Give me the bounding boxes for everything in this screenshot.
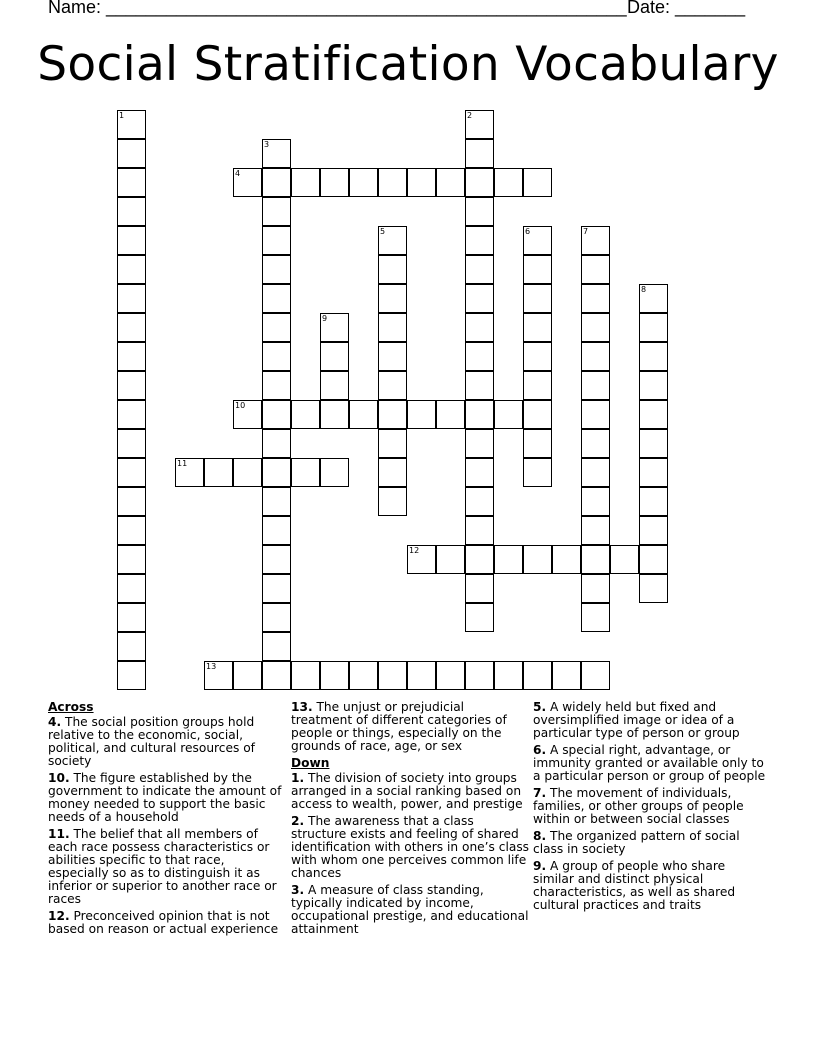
grid-cell[interactable] bbox=[320, 313, 349, 342]
clue-across-12 bbox=[48, 910, 284, 936]
grid-cell[interactable] bbox=[117, 574, 146, 603]
clue-text: A widely held but fixed and oversimplified image or idea of a particular type of person or group bbox=[533, 700, 740, 740]
grid-cell[interactable] bbox=[349, 400, 378, 429]
grid-cell[interactable] bbox=[581, 342, 610, 371]
grid-cell[interactable] bbox=[581, 574, 610, 603]
grid-cell[interactable] bbox=[523, 545, 552, 574]
grid-cell[interactable] bbox=[639, 371, 668, 400]
clue-number: 13. bbox=[291, 700, 313, 714]
grid-cell[interactable] bbox=[117, 632, 146, 661]
clue-number-label: 12 bbox=[409, 546, 420, 555]
grid-cell[interactable] bbox=[262, 139, 291, 168]
clue-number-label: 6 bbox=[525, 227, 531, 236]
name-line: Name: ____________________________________________________ bbox=[48, 0, 627, 17]
grid-cell[interactable] bbox=[262, 603, 291, 632]
grid-cell[interactable] bbox=[378, 284, 407, 313]
grid-cell[interactable] bbox=[117, 110, 146, 139]
clues-column-3 bbox=[533, 701, 769, 916]
grid-cell[interactable] bbox=[262, 429, 291, 458]
grid-cell[interactable] bbox=[523, 429, 552, 458]
grid-cell[interactable] bbox=[407, 168, 436, 197]
grid-cell[interactable] bbox=[523, 313, 552, 342]
grid-cell[interactable] bbox=[523, 342, 552, 371]
grid-cell[interactable] bbox=[494, 661, 523, 690]
clue-across-13 bbox=[291, 701, 529, 753]
grid-cell[interactable] bbox=[378, 168, 407, 197]
grid-cell[interactable] bbox=[639, 487, 668, 516]
clue-number: 9. bbox=[533, 859, 547, 873]
grid-cell[interactable] bbox=[117, 255, 146, 284]
grid-cell[interactable] bbox=[291, 400, 320, 429]
grid-cell[interactable] bbox=[581, 516, 610, 545]
grid-cell[interactable] bbox=[291, 168, 320, 197]
grid-cell[interactable] bbox=[581, 400, 610, 429]
grid-cell[interactable] bbox=[117, 284, 146, 313]
grid-cell[interactable] bbox=[639, 429, 668, 458]
grid-cell[interactable] bbox=[436, 545, 465, 574]
grid-cell[interactable] bbox=[465, 487, 494, 516]
grid-cell[interactable] bbox=[581, 487, 610, 516]
grid-cell[interactable] bbox=[233, 458, 262, 487]
down-heading: Down bbox=[291, 756, 330, 770]
grid-cell[interactable] bbox=[465, 168, 494, 197]
grid-cell[interactable] bbox=[378, 487, 407, 516]
grid-cell[interactable] bbox=[465, 516, 494, 545]
grid-cell[interactable] bbox=[639, 545, 668, 574]
grid-cell[interactable] bbox=[262, 632, 291, 661]
grid-cell[interactable] bbox=[262, 197, 291, 226]
grid-cell[interactable] bbox=[523, 226, 552, 255]
grid-cell[interactable] bbox=[320, 168, 349, 197]
clue-text: The figure established by the government to indicate the amount of money needed to support the basic needs of a household bbox=[48, 771, 282, 824]
grid-cell[interactable] bbox=[581, 458, 610, 487]
grid-cell[interactable] bbox=[117, 371, 146, 400]
grid-cell[interactable] bbox=[175, 458, 204, 487]
clue-text: The division of society into groups arranged in a social ranking based on access to wealth, power, and prestige bbox=[291, 771, 523, 811]
grid-cell[interactable] bbox=[523, 661, 552, 690]
clue-down-2 bbox=[291, 815, 529, 880]
grid-cell[interactable] bbox=[581, 255, 610, 284]
grid-cell[interactable] bbox=[262, 545, 291, 574]
grid-cell[interactable] bbox=[465, 255, 494, 284]
grid-cell[interactable] bbox=[320, 661, 349, 690]
grid-cell[interactable] bbox=[523, 458, 552, 487]
grid-cell[interactable] bbox=[349, 661, 378, 690]
clue-number: 2. bbox=[291, 814, 305, 828]
across-heading: Across bbox=[48, 700, 94, 714]
grid-cell[interactable] bbox=[378, 458, 407, 487]
grid-cell[interactable] bbox=[117, 661, 146, 690]
clue-text: The awareness that a class structure exists and feeling of shared identification with others in one’s class with whom one perceives common life chances bbox=[291, 814, 530, 880]
grid-cell[interactable] bbox=[349, 168, 378, 197]
grid-cell[interactable] bbox=[117, 429, 146, 458]
clue-number: 11. bbox=[48, 827, 70, 841]
clues-column-1 bbox=[48, 701, 284, 940]
clue-across-11 bbox=[48, 828, 284, 906]
grid-cell[interactable] bbox=[581, 545, 610, 574]
grid-cell[interactable] bbox=[262, 487, 291, 516]
clue-text: The organized pattern of social class in society bbox=[533, 829, 740, 856]
clue-across-10 bbox=[48, 772, 284, 824]
grid-cell[interactable] bbox=[262, 168, 291, 197]
grid-cell[interactable] bbox=[378, 226, 407, 255]
clue-text: The belief that all members of each race possess characteristics or abilities specific to that race, especially so as to distinguish it as inferior or superior to another race or races bbox=[48, 827, 277, 906]
clue-number-label: 1 bbox=[119, 111, 125, 120]
clue-number-label: 7 bbox=[583, 227, 589, 236]
grid-cell[interactable] bbox=[378, 429, 407, 458]
grid-cell[interactable] bbox=[117, 197, 146, 226]
grid-cell[interactable] bbox=[407, 661, 436, 690]
grid-cell[interactable] bbox=[581, 371, 610, 400]
clue-number-label: 5 bbox=[380, 227, 386, 236]
grid-cell[interactable] bbox=[378, 371, 407, 400]
grid-cell[interactable] bbox=[465, 661, 494, 690]
grid-cell[interactable] bbox=[581, 661, 610, 690]
clue-number: 8. bbox=[533, 829, 547, 843]
clue-text: Preconceived opinion that is not based on reason or actual experience bbox=[48, 909, 279, 936]
clue-text: A measure of class standing, typically indicated by income, occupational prestige, and educational attainment bbox=[291, 883, 529, 936]
clue-text: The unjust or prejudicial treatment of different categories of people or things, especially on the grounds of race, age, or sex bbox=[291, 700, 507, 753]
grid-cell[interactable] bbox=[117, 458, 146, 487]
grid-cell[interactable] bbox=[262, 458, 291, 487]
grid-cell[interactable] bbox=[494, 545, 523, 574]
grid-cell[interactable] bbox=[581, 603, 610, 632]
grid-cell[interactable] bbox=[436, 400, 465, 429]
grid-cell[interactable] bbox=[465, 429, 494, 458]
clue-number: 10. bbox=[48, 771, 70, 785]
clue-down-5 bbox=[533, 701, 769, 740]
grid-cell[interactable] bbox=[523, 255, 552, 284]
grid-cell[interactable] bbox=[465, 284, 494, 313]
grid-cell[interactable] bbox=[262, 342, 291, 371]
clue-text: A special right, advantage, or immunity granted or available only to a particular person or group of people bbox=[533, 743, 766, 783]
grid-cell[interactable] bbox=[639, 400, 668, 429]
grid-cell[interactable] bbox=[465, 603, 494, 632]
grid-cell[interactable] bbox=[523, 284, 552, 313]
grid-cell[interactable] bbox=[465, 400, 494, 429]
grid-cell[interactable] bbox=[117, 168, 146, 197]
clue-number-label: 11 bbox=[177, 459, 188, 468]
grid-cell[interactable] bbox=[465, 371, 494, 400]
grid-cell[interactable] bbox=[378, 400, 407, 429]
grid-cell[interactable] bbox=[436, 661, 465, 690]
grid-cell[interactable] bbox=[320, 371, 349, 400]
grid-cell[interactable] bbox=[233, 661, 262, 690]
clue-down-6 bbox=[533, 744, 769, 783]
grid-cell[interactable] bbox=[233, 400, 262, 429]
clue-number: 5. bbox=[533, 700, 547, 714]
clue-number: 7. bbox=[533, 786, 547, 800]
clue-across-4 bbox=[48, 716, 284, 768]
grid-cell[interactable] bbox=[552, 545, 581, 574]
grid-cell[interactable] bbox=[610, 545, 639, 574]
grid-cell[interactable] bbox=[117, 516, 146, 545]
grid-cell[interactable] bbox=[117, 139, 146, 168]
grid-cell[interactable] bbox=[320, 400, 349, 429]
grid-cell[interactable] bbox=[204, 458, 233, 487]
grid-cell[interactable] bbox=[581, 226, 610, 255]
grid-cell[interactable] bbox=[639, 516, 668, 545]
grid-cell[interactable] bbox=[639, 284, 668, 313]
grid-cell[interactable] bbox=[262, 661, 291, 690]
grid-cell[interactable] bbox=[581, 429, 610, 458]
grid-cell[interactable] bbox=[117, 487, 146, 516]
clue-number: 12. bbox=[48, 909, 70, 923]
grid-cell[interactable] bbox=[117, 226, 146, 255]
clue-number: 3. bbox=[291, 883, 305, 897]
grid-cell[interactable] bbox=[465, 197, 494, 226]
clue-text: A group of people who share similar and distinct physical characteristics, as well as shared cultural practices and traits bbox=[533, 859, 736, 912]
grid-cell[interactable] bbox=[262, 255, 291, 284]
grid-cell[interactable] bbox=[639, 342, 668, 371]
clue-text: The social position groups hold relative to the economic, social, political, and cultural resources of society bbox=[48, 715, 255, 768]
grid-cell[interactable] bbox=[378, 342, 407, 371]
clue-down-7 bbox=[533, 787, 769, 826]
grid-cell[interactable] bbox=[465, 313, 494, 342]
grid-cell[interactable] bbox=[581, 284, 610, 313]
grid-cell[interactable] bbox=[291, 458, 320, 487]
page-title: Social Stratification Vocabulary bbox=[37, 37, 779, 92]
clue-number-label: 10 bbox=[235, 401, 246, 410]
grid-cell[interactable] bbox=[262, 574, 291, 603]
clue-down-8 bbox=[533, 830, 769, 856]
grid-cell[interactable] bbox=[378, 255, 407, 284]
grid-cell[interactable] bbox=[117, 545, 146, 574]
grid-cell[interactable] bbox=[378, 313, 407, 342]
clue-number: 1. bbox=[291, 771, 305, 785]
grid-cell[interactable] bbox=[117, 603, 146, 632]
grid-cell[interactable] bbox=[320, 342, 349, 371]
grid-cell[interactable] bbox=[494, 168, 523, 197]
grid-cell[interactable] bbox=[117, 400, 146, 429]
grid-cell[interactable] bbox=[291, 661, 320, 690]
clue-number-label: 9 bbox=[322, 314, 328, 323]
date-line: Date: _______ bbox=[627, 0, 746, 17]
clue-down-9 bbox=[533, 860, 769, 912]
clue-number-label: 4 bbox=[235, 169, 241, 178]
grid-cell[interactable] bbox=[523, 371, 552, 400]
grid-cell[interactable] bbox=[262, 516, 291, 545]
grid-cell[interactable] bbox=[465, 458, 494, 487]
clue-number-label: 2 bbox=[467, 111, 473, 120]
grid-cell[interactable] bbox=[117, 342, 146, 371]
grid-cell[interactable] bbox=[262, 313, 291, 342]
clue-text: The movement of individuals, families, or other groups of people within or between social classes bbox=[533, 786, 744, 826]
grid-cell[interactable] bbox=[523, 400, 552, 429]
grid-cell[interactable] bbox=[117, 313, 146, 342]
clue-number: 4. bbox=[48, 715, 62, 729]
clues-column-2 bbox=[291, 701, 529, 940]
clue-number-label: 13 bbox=[206, 662, 217, 671]
grid-cell[interactable] bbox=[436, 168, 465, 197]
grid-cell[interactable] bbox=[320, 458, 349, 487]
grid-cell[interactable] bbox=[465, 139, 494, 168]
grid-cell[interactable] bbox=[465, 574, 494, 603]
grid-cell[interactable] bbox=[407, 545, 436, 574]
grid-cell[interactable] bbox=[407, 400, 436, 429]
grid-cell[interactable] bbox=[262, 284, 291, 313]
grid-cell[interactable] bbox=[639, 574, 668, 603]
grid-cell[interactable] bbox=[204, 661, 233, 690]
grid-cell[interactable] bbox=[552, 661, 581, 690]
grid-cell[interactable] bbox=[639, 458, 668, 487]
clue-down-3 bbox=[291, 884, 529, 936]
clue-down-1 bbox=[291, 772, 529, 811]
grid-cell[interactable] bbox=[581, 313, 610, 342]
grid-cell[interactable] bbox=[639, 313, 668, 342]
grid-cell[interactable] bbox=[494, 400, 523, 429]
grid-cell[interactable] bbox=[262, 371, 291, 400]
clue-number-label: 8 bbox=[641, 285, 647, 294]
grid-cell[interactable] bbox=[465, 545, 494, 574]
grid-cell[interactable] bbox=[262, 400, 291, 429]
grid-cell[interactable] bbox=[233, 168, 262, 197]
grid-cell[interactable] bbox=[465, 342, 494, 371]
clue-number: 6. bbox=[533, 743, 547, 757]
grid-cell[interactable] bbox=[523, 168, 552, 197]
grid-cell[interactable] bbox=[465, 110, 494, 139]
grid-cell[interactable] bbox=[262, 226, 291, 255]
grid-cell[interactable] bbox=[465, 226, 494, 255]
clue-number-label: 3 bbox=[264, 140, 270, 149]
grid-cell[interactable] bbox=[378, 661, 407, 690]
